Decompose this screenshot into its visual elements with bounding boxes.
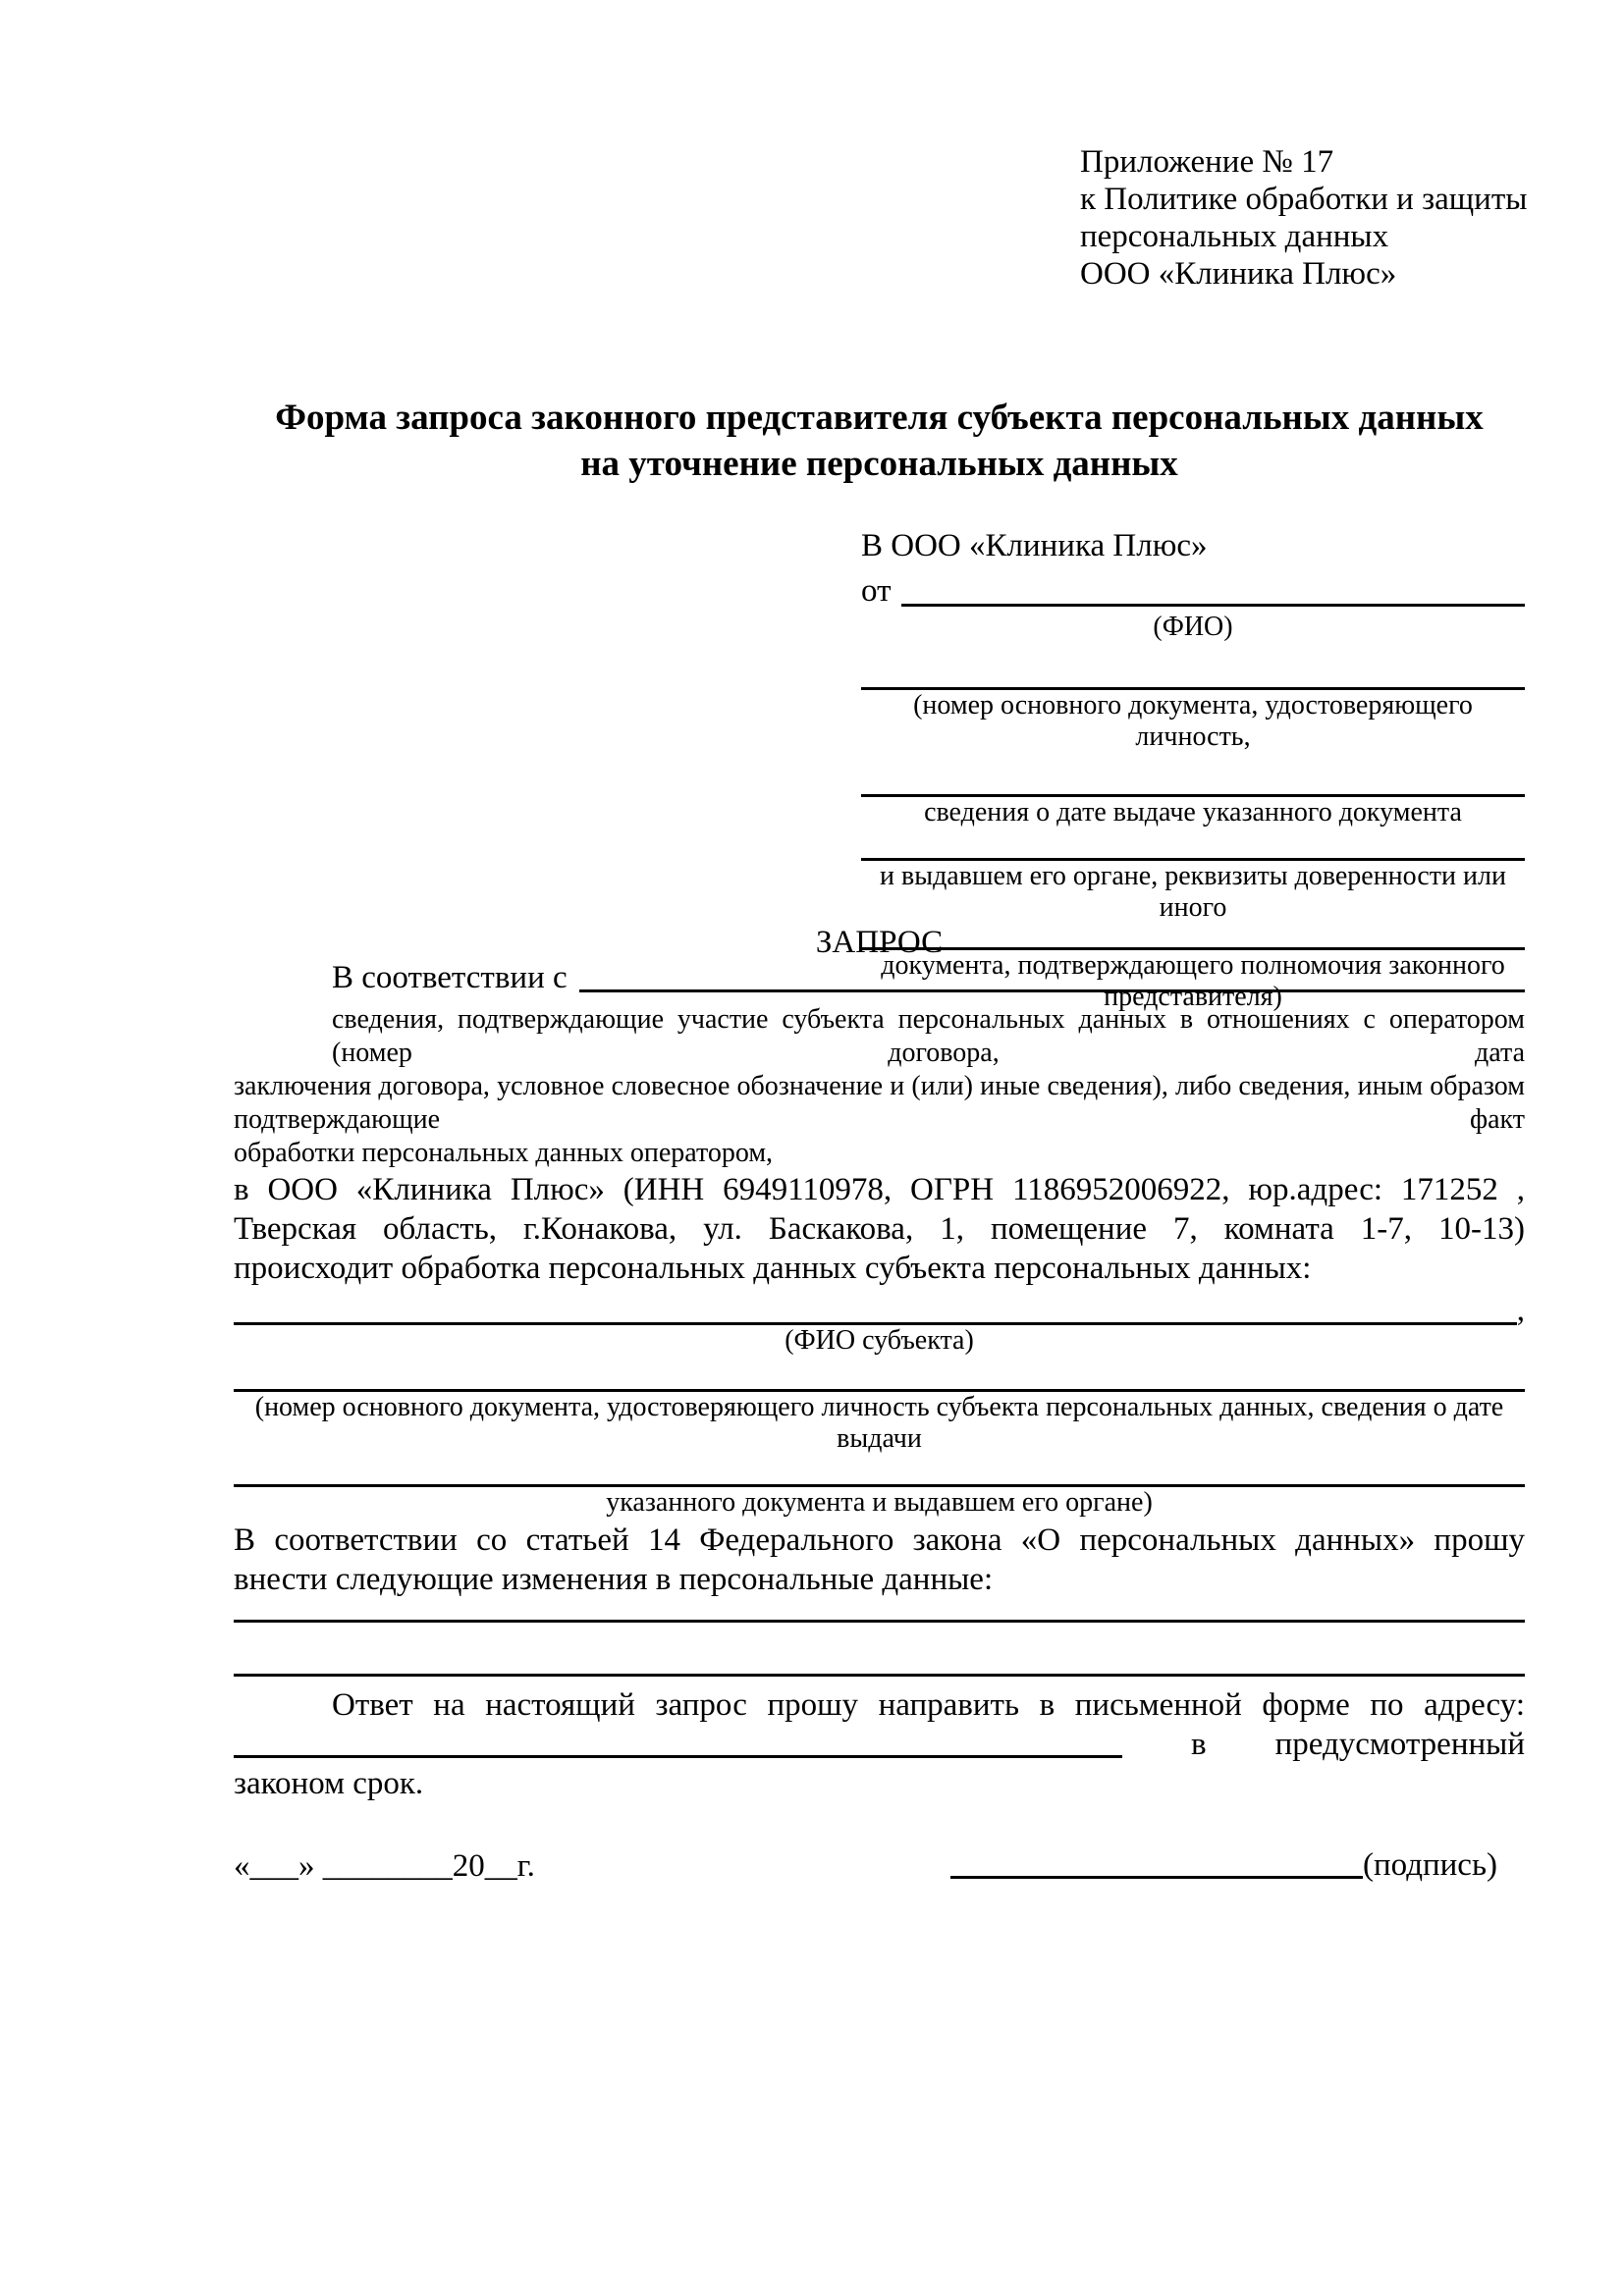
- blank-line-signature: [950, 1842, 1363, 1879]
- request-heading: ЗАПРОС: [815, 925, 944, 960]
- blank-line-address: [234, 1722, 1122, 1758]
- appendix-line-1: Приложение № 17: [1080, 144, 1334, 180]
- from-blank-line: [901, 570, 1526, 607]
- law-paragraph: [234, 1521, 1525, 1599]
- intro-blank-line: [579, 958, 1525, 992]
- caption-subject-doc-1: (номер основного документа, удостоверяющего личность субъекта персональных данных, сведения о дате выдачи: [254, 1392, 1504, 1454]
- caption-subject-fio: (ФИО субъекта): [785, 1325, 974, 1356]
- form-title-line-1: Форма запроса законного представителя субъекта персональных данных: [275, 398, 1484, 438]
- date-line: «___» ________20__г.: [234, 1848, 535, 1884]
- footnote-line-3: обработки персональных данных оператором,: [234, 1138, 774, 1168]
- blank-line-changes-2: [234, 1674, 1525, 1677]
- appendix-line-3: персональных данных: [1080, 219, 1389, 254]
- answer-word-2: предусмотренный: [1274, 1727, 1525, 1762]
- signature-group: [950, 1842, 1497, 1885]
- appendix-line-4: ООО «Клиника Плюс»: [1080, 256, 1397, 292]
- caption-issuing-authority: и выдавшем его органе, реквизиты доверенности или иного: [880, 861, 1506, 923]
- subject-fio-comma: ,: [1516, 1293, 1525, 1328]
- footnote-line-1: сведения, подтверждающие участие субъекта персональных данных в отношениях с оператором (номер договора, дата: [332, 1004, 1525, 1068]
- answer-line-2: [234, 1725, 1525, 1764]
- signature-caption: (подпись): [1363, 1847, 1497, 1883]
- law-line-2: внести следующие изменения в персональные данные:: [234, 1562, 994, 1597]
- intro-row: [234, 958, 1525, 997]
- caption-issue-date: сведения о дате выдаче указанного документа: [924, 797, 1462, 828]
- footnote-line-2: заключения договора, условное словесное обозначение и (или) иные сведения), либо сведения, иным образом подтверждающие факт: [234, 1071, 1525, 1135]
- caption-doc-number: (номер основного документа, удостоверяющего личность,: [913, 690, 1473, 752]
- from-row: [861, 570, 1525, 612]
- fio-caption: (ФИО): [1153, 612, 1233, 642]
- blank-line-changes-1: [234, 1620, 1525, 1623]
- date-signature-row: [234, 1842, 1525, 1885]
- form-title-line-2: на уточнение персональных данных: [580, 444, 1178, 484]
- operator-paragraph: [234, 1170, 1525, 1288]
- caption-power-of-attorney: документа, подтверждающего полномочия законного представителя): [881, 950, 1505, 1012]
- addressee-organization: В ООО «Клиника Плюс»: [861, 528, 1208, 563]
- operator-line-3: происходит обработка персональных данных субъекта персональных данных:: [234, 1251, 1312, 1286]
- answer-line-1: Ответ на настоящий запрос прошу направить в письменной форме по адресу:: [332, 1687, 1525, 1723]
- request-body: [234, 958, 1525, 1885]
- subject-fio-row: [234, 1292, 1525, 1328]
- law-line-1: В соответствии со статьей 14 Федерального закона «О персональных данных» прошу: [234, 1522, 1525, 1558]
- appendix-line-2: к Политике обработки и защиты: [1080, 182, 1528, 217]
- answer-paragraph: [234, 1685, 1525, 1803]
- blank-line-subject-fio: [234, 1293, 1517, 1325]
- operator-line-1: в ООО «Клиника Плюс» (ИНН 6949110978, ОГРН 1186952006922, юр.адрес: 171252 ,: [234, 1172, 1525, 1207]
- answer-line-3: законом срок.: [234, 1766, 424, 1801]
- form-title: [234, 395, 1525, 487]
- operator-line-2: Тверская область, г.Конакова, ул. Баскакова, 1, помещение 7, комната 1-7, 10-13): [234, 1211, 1525, 1247]
- appendix-note: [1080, 143, 1527, 293]
- answer-word-1: в: [1191, 1727, 1207, 1762]
- from-label: от: [861, 573, 892, 609]
- footnote: [234, 1003, 1525, 1170]
- intro-prefix: В соответствии с: [332, 960, 568, 995]
- caption-subject-doc-2: указанного документа и выдавшем его органе): [606, 1487, 1153, 1518]
